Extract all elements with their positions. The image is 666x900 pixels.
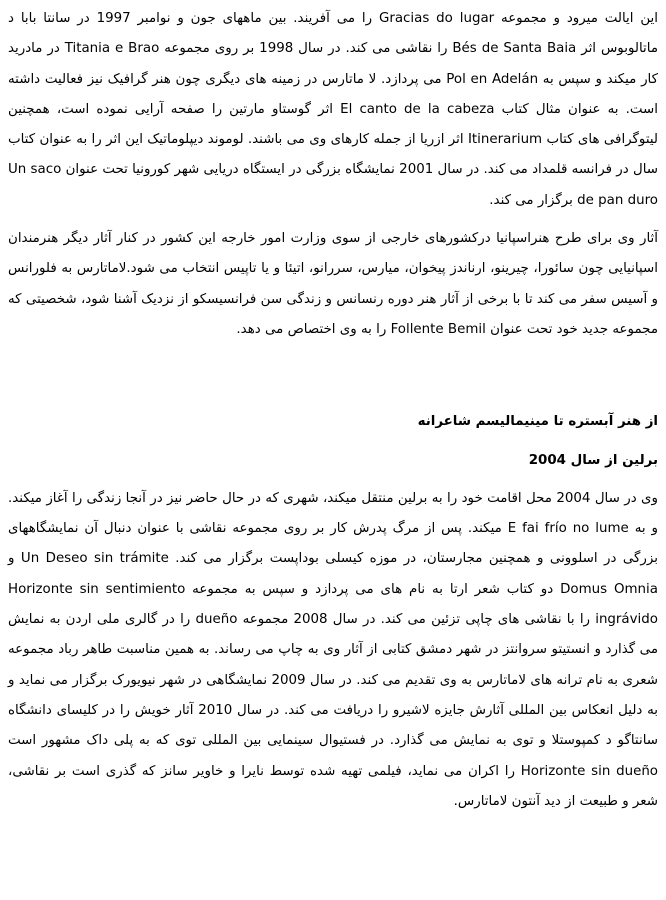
paragraph-berlin: وی در سال 2004 محل اقامت خود را به برلین منتقل میکند، شهری که در حال حاضر نیز در آنجا زندگی را آغاز میکند. و به E fai frío no lume میکند. پس از مرگ پدرش کار بر روی مجموعه نقاشی با عنوان دنبال آن نمایشگاههای بزرگی در اسلوونی و همچنین مجارستان، در موزه کیسلی بوداپست برگزار می کند. Un Deseo sin trámite و Domus Omnia دو کتاب شعر ارتا به نام های می پردازد و سپس به مجموعه Horizonte sin sentimiento ingrávido را با نقاشی های چاپی تزئین می کند. در سال 2008 مجموعه dueño را در گالری ملی اردن به نمایش می گذارد و انستیتو سروانتز در شهر دمشق کتابی از آثار وی به چاپ می رساند. به همین مناسبت طاهر رباد مجموعه شعری به نام ترانه های لاماتارس به وی تقدیم می کند. در سال 2009 نمایشگاهی در شهر نیویورک برگزار می نماید و به دلیل انعکاس بین المللی آثارش جایزه لاشیرو را دریافت می کند. در سال 2010 آثار خویش را در کلیسای دانشگاه سانتاگو د کمپوستلا و توی به نمایش می گذارد. در فستیوال سینمایی بین المللی توی که به پلی داک مشهور است Horizonte sin dueño را اکران می نماید، فیلمی تهیه شده توسط نایرا و خاویر سانز که گذری است بر نقاشی، شعر و طبیعت از دید آنتون لاماتارس. <box>8 490 658 809</box>
section-heading-berlin: برلین از سال 2004 <box>528 452 658 468</box>
paragraph-spanish-art: آثار وی برای طرح هنراسپانیا درکشورهای خارجی از سوی وزارت امور خارجه این کشور در کنار آثار دیگر هنرمندان اسپانیایی چون سائورا، چیرینو، ارناندز پیخوان، میارس، سررانو، اتیئا و یا تاپیس انتخاب می شود.لاماتارس به فلورانس و آسیس سفر می کند تا با برخی از آثار هنر دوره رنسانس و زندگی سن فرانسیسکو از نزدیک آشنا شود، شخصیتی که مجموعه جدید خود تحت عنوان Follente Bemil را به وی اختصاص می دهد. <box>8 231 658 337</box>
section-heading-abstract: از هنر آبستره تا مینیمالیسم شاعرانه <box>417 414 658 430</box>
paragraph-intro: این ایالت میرود و مجموعه Gracias do lugar را می آفریند. بین ماههای جون و نوامبر 1997 در سانتا بابا د ماتالوبوس اثر Bés de Santa Baia را نقاشی می کند. در سال 1998 بر روی مجموعه Titania e Brao در مادرید کار میکند و سپس به Pol en Adelán می پردازد. لا ماتارس در زمینه های دیگری چون هنر گرافیک نیز فعالیت داشته است. به عنوان مثال کتاب El canto de la cabeza اثر گوستاو مارتین را صفحه آرایی نموده است، همچنین لیتوگرافی های کتاب Itinerarium اثر ازریا از جمله کارهای وی می باشند. لوموند دیپلوماتیک این اثر را به عنوان کتاب سال در فرانسه قلمداد می کند. در سال 2001 نمایشگاه بزرگی در ایستگاه دریایی شهر کورونیا تحت عنوان Un saco de pan duro برگزار می کند. <box>8 11 659 208</box>
